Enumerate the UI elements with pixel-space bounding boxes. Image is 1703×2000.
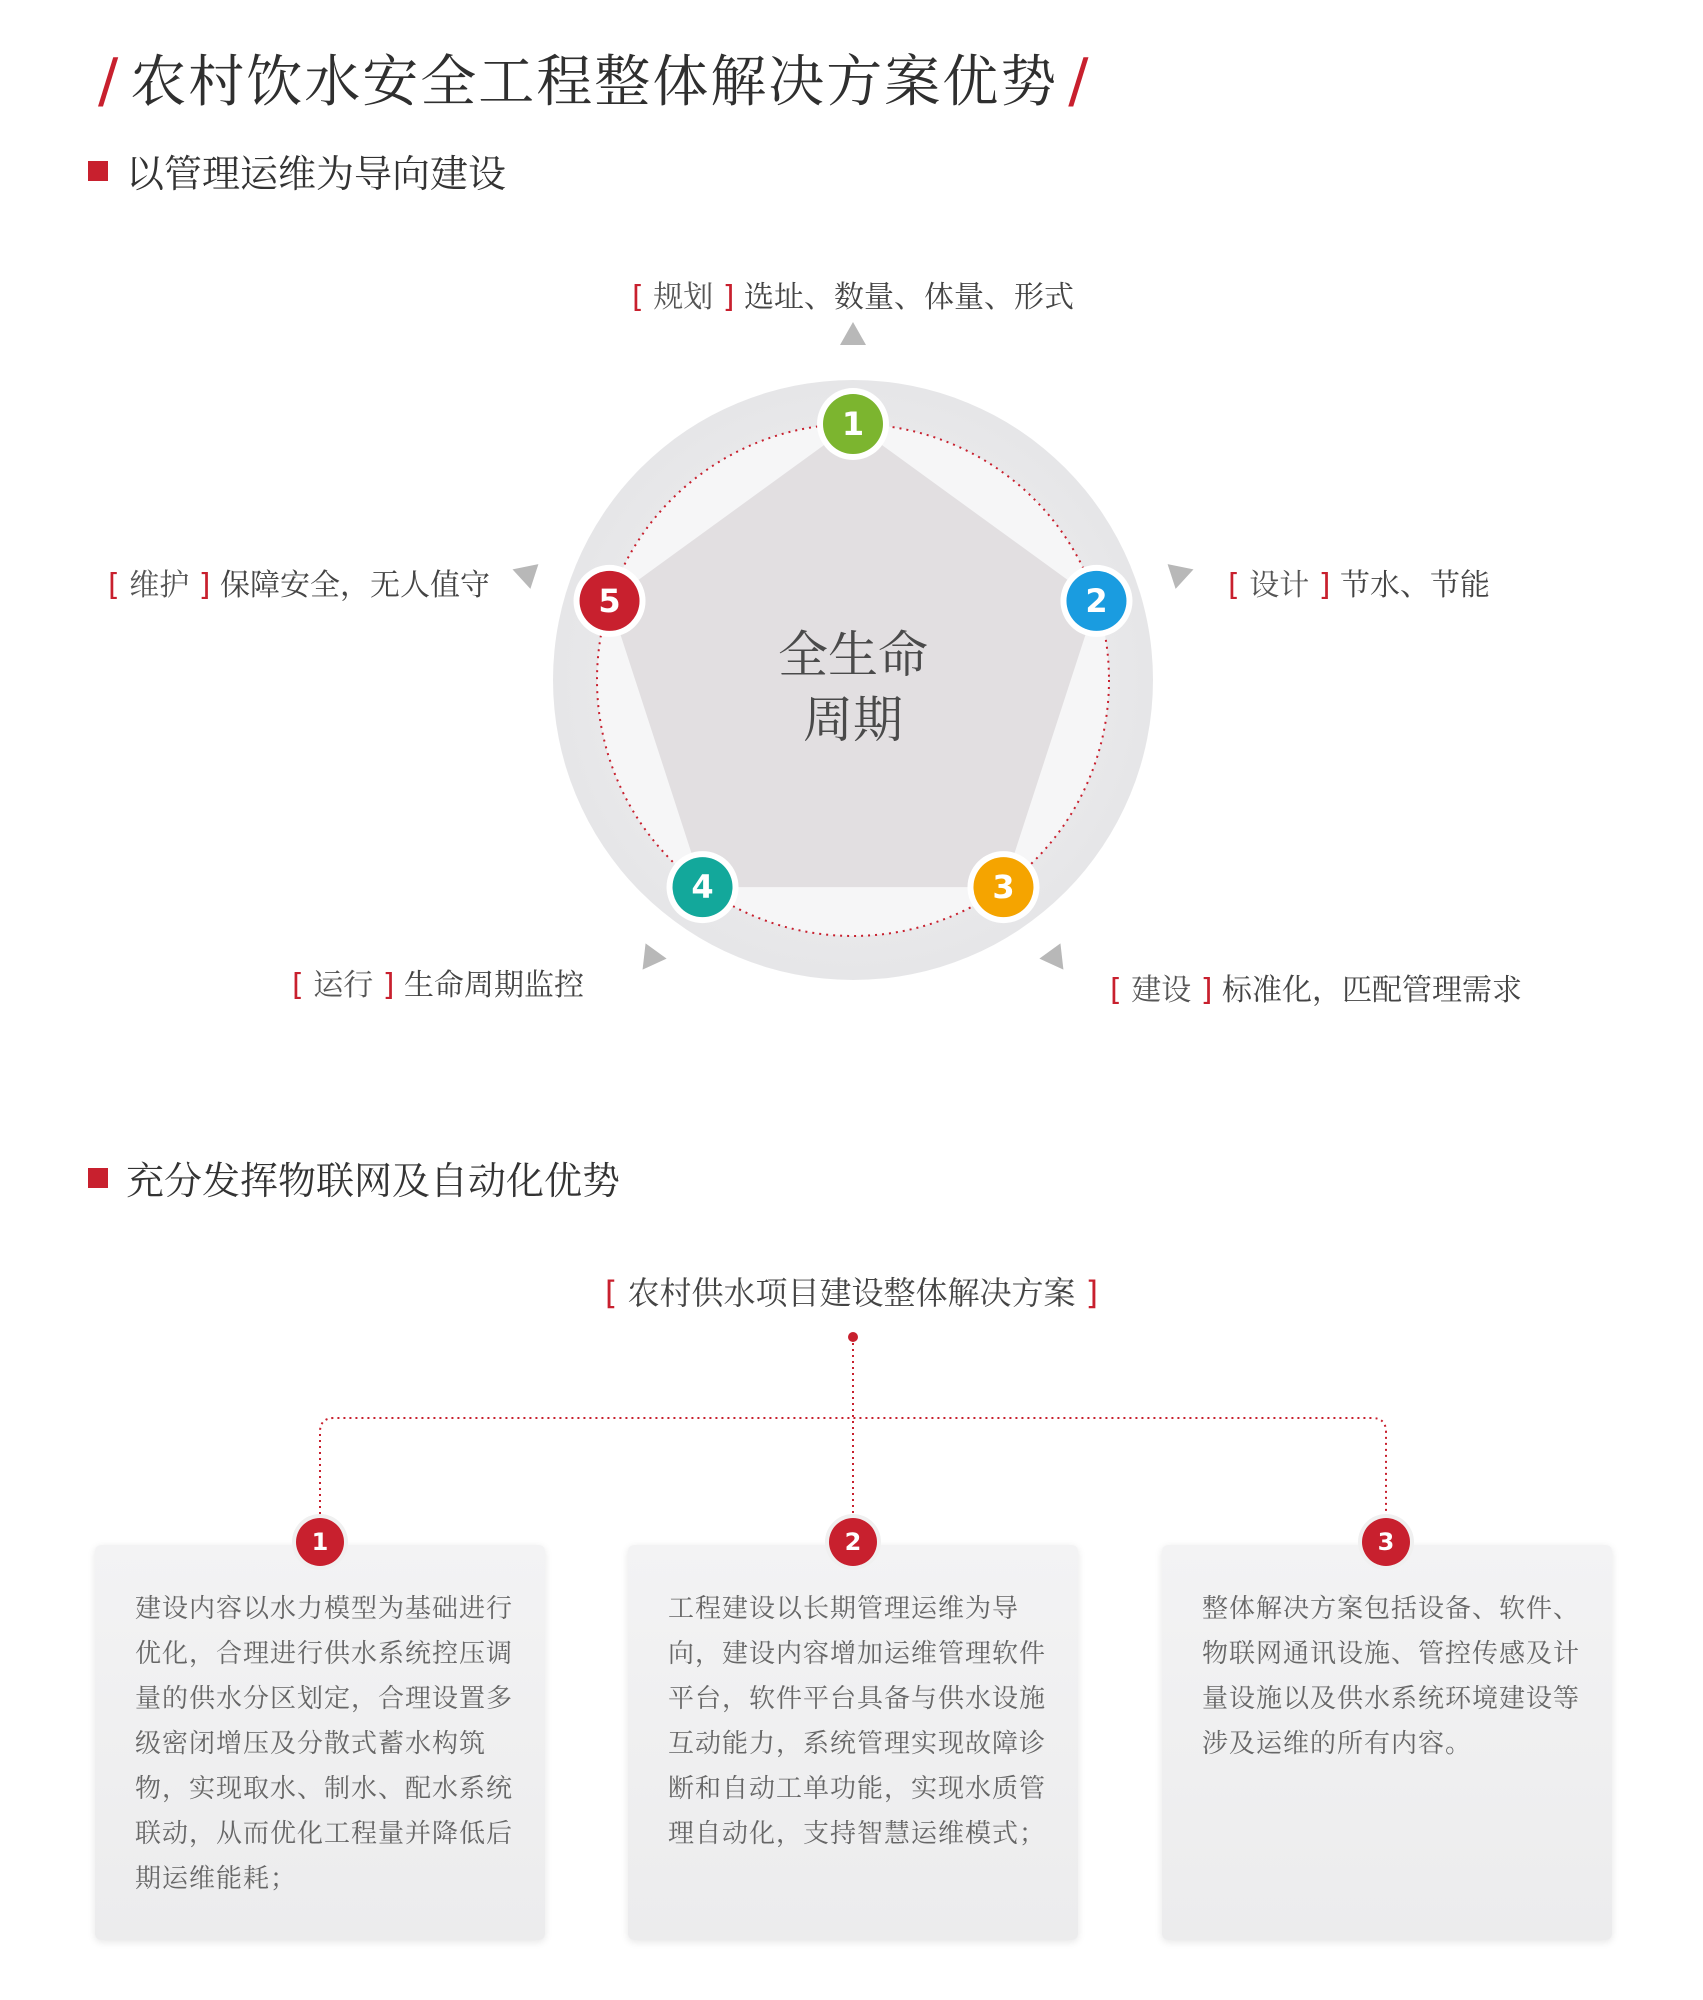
solution-card-2 bbox=[628, 1545, 1078, 1940]
section-heading-iot bbox=[88, 1150, 620, 1205]
title-text: 农村饮水安全工程整体解决方案优势 bbox=[130, 50, 1059, 115]
title-slash-right: / bbox=[1068, 46, 1091, 116]
cycle-label-operate: [ 运行 ] 生命周期监控 bbox=[292, 968, 585, 1003]
cycle-arrow-icon bbox=[632, 943, 667, 977]
cycle-node-number: 2 bbox=[1085, 581, 1108, 620]
cycle-node-number: 1 bbox=[841, 405, 865, 443]
cycle-arrow-icon bbox=[840, 322, 866, 345]
cycle-arrow-icon bbox=[1168, 557, 1198, 589]
cycle-arrow-icon bbox=[509, 557, 539, 589]
solution-card-text: 整体解决方案包括设备、软件、物联网通讯设施、管控传感及计量设施以及供水系统环境建设等涉及运维的所有内容。 bbox=[1202, 1594, 1581, 1759]
card-badge-3: 3 bbox=[1362, 1518, 1410, 1566]
section-heading-text: 以管理运维为导向建设 bbox=[126, 152, 507, 196]
cycle-node-number: 4 bbox=[691, 868, 714, 907]
cycle-node-number: 3 bbox=[992, 868, 1015, 907]
cycle-node-2 bbox=[1060, 565, 1132, 637]
solution-card-1 bbox=[95, 1545, 545, 1940]
center-label-line2: 周期 bbox=[803, 691, 903, 749]
cycle-node-3 bbox=[967, 851, 1039, 923]
cycle-label-design: [ 设计 ] 节水、节能 bbox=[1228, 568, 1491, 603]
cycle-label-plan: [ 规划 ] 选址、数量、体量、形式 bbox=[632, 280, 1075, 315]
cycle-node-5 bbox=[574, 565, 646, 637]
solution-card-3 bbox=[1162, 1545, 1612, 1940]
solution-card-text: 建设内容以水力模型为基础进行优化，合理进行供水系统控压调量的供水分区划定，合理设置多级密闭增压及分散式蓄水构筑物，实现取水、制水、配水系统联动，从而优化工程量并降低后期运维能耗； bbox=[135, 1594, 514, 1894]
cycle-node-1 bbox=[817, 388, 889, 460]
cycle-label-build: [ 建设 ] 标准化，匹配管理需求 bbox=[1110, 973, 1523, 1008]
red-square-icon bbox=[88, 1168, 108, 1188]
section-heading-text: 充分发挥物联网及自动化优势 bbox=[126, 1159, 621, 1203]
center-label-line1: 全生命 bbox=[778, 626, 928, 684]
root-dot bbox=[848, 1332, 858, 1342]
card-badge-1: 1 bbox=[296, 1518, 344, 1566]
branch-line bbox=[320, 1418, 1386, 1520]
tree-root-text: 农村供水项目建设整体解决方案 bbox=[627, 1274, 1076, 1312]
title-slash-left: / bbox=[98, 46, 121, 116]
cycle-label-maintain: [ 维护 ] 保障安全，无人值守 bbox=[108, 568, 491, 603]
tree-root-label: [ 农村供水项目建设整体解决方案 ] bbox=[604, 1274, 1099, 1312]
cycle-node-4 bbox=[667, 851, 739, 923]
cycle-node-number: 5 bbox=[598, 581, 621, 620]
card-badge-2: 2 bbox=[829, 1518, 877, 1566]
cycle-arrow-icon bbox=[1039, 943, 1074, 977]
solution-card-text: 工程建设以长期管理运维为导向，建设内容增加运维管理软件平台，软件平台具备与供水设施互动能力，系统管理实现故障诊断和自动工单功能，实现水质管理自动化，支持智慧运维模式； bbox=[668, 1594, 1047, 1849]
